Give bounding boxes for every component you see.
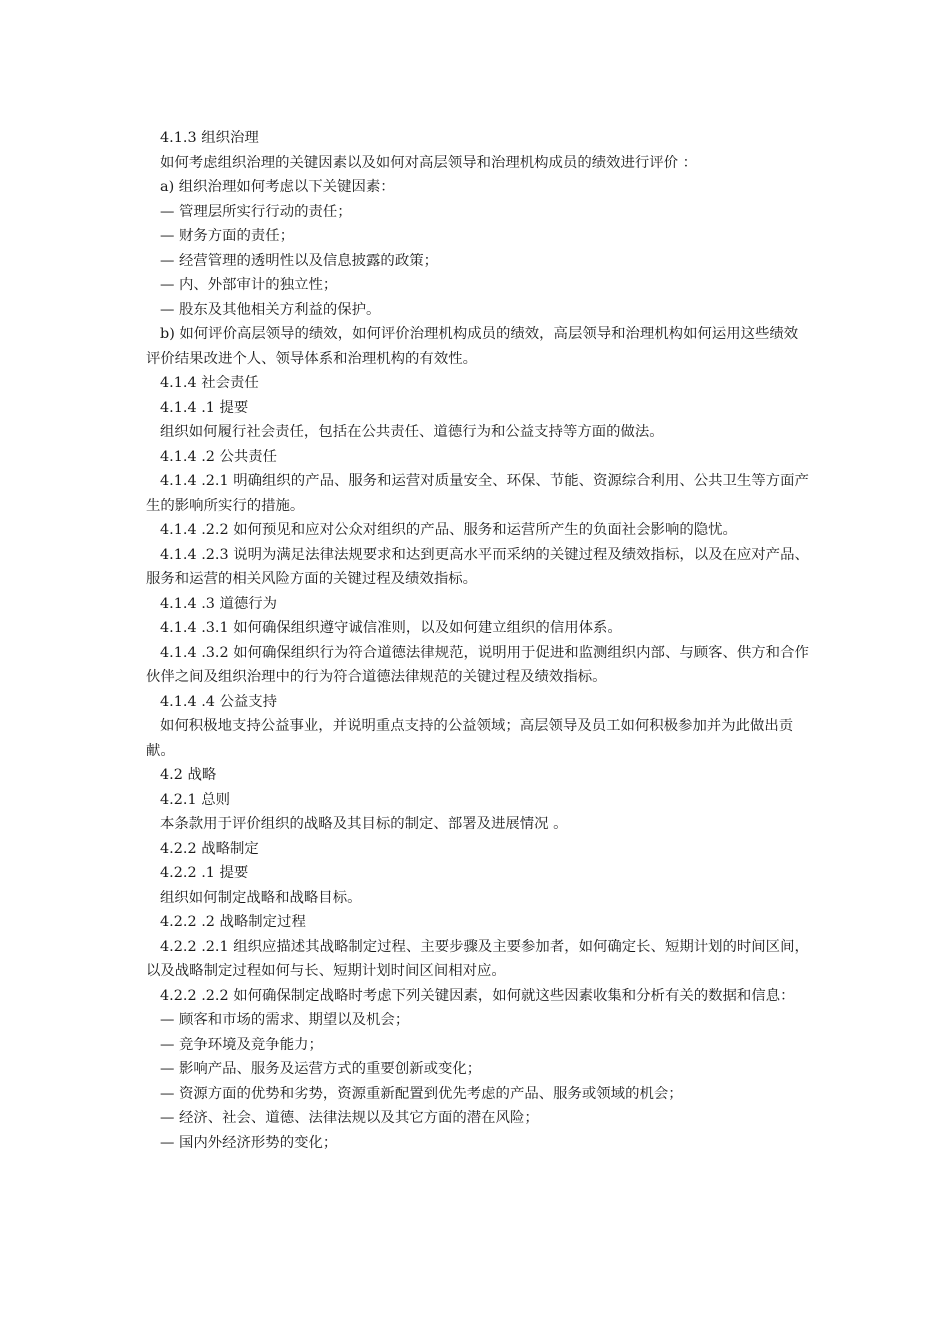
heading-4-2-2-1: 4.2.2 .1 提要 — [160, 865, 249, 881]
heading-4-1-4-1: 4.1.4 .1 提要 — [160, 399, 249, 416]
heading-4-2-2-2: 4.2.2 .2 战略制定过程 — [160, 914, 306, 930]
heading-4-1-4-3: 4.1.4 .3 道德行为 — [160, 595, 278, 612]
paragraph: 如何积极地支持公益事业，并说明重点支持的公益领域；高层领导及员工如何积极参加并为此做出贡献。 — [146, 718, 794, 759]
bullet-item: — 财务方面的责任； — [160, 228, 295, 244]
heading-4-2-2: 4.2.2 战略制定 — [160, 840, 259, 857]
bullet-item: — 股东及其他相关方利益的保护。 — [160, 301, 381, 318]
clause-4-2-2-2-2: 4.2.2 .2.2 如何确保制定战略时考虑下列关键因素，如何就这些因素收集和分析有关的数据和信息： — [160, 987, 795, 1004]
clause-4-1-4-2-3: 4.1.4 .2.3 说明为满足法律法规要求和达到更高水平而采纳的关键过程及绩效指标，以及在应对产品、服务和运营的相关风险方面的关键过程及绩效指标。 — [146, 546, 809, 587]
bullet-item: — 内、外部审计的独立性； — [160, 277, 338, 293]
heading-4-1-4-4: 4.1.4 .4 公益支持 — [160, 693, 278, 710]
list-item: b) 如何评价高层领导的绩效，如何评价治理机构成员的绩效，高层领导和治理机构如何运用这些绩效评价结果改进个人、领导体系和治理机构的有效性。 — [146, 326, 799, 367]
bullet-item: — 经济、社会、道德、法律法规以及其它方面的潜在风险； — [160, 1110, 539, 1126]
heading-4-1-3: 4.1.3 组织治理 — [160, 130, 259, 146]
paragraph: 如何考虑组织治理的关键因素以及如何对高层领导和治理机构成员的绩效进行评价 ： — [160, 154, 698, 171]
bullet-item: — 管理层所实行行动的责任； — [160, 203, 352, 220]
clause-4-1-4-3-1: 4.1.4 .3.1 如何确保组织遵守诚信准则，以及如何建立组织的信用体系。 — [160, 620, 622, 636]
bullet-item: — 经营管理的透明性以及信息披露的政策； — [160, 252, 438, 269]
bullet-item: — 资源方面的优势和劣势，资源重新配置到优先考虑的产品、服务或领域的机会； — [160, 1085, 683, 1102]
paragraph: 组织如何制定战略和战略目标。 — [160, 889, 362, 906]
document-body — [146, 126, 810, 1155]
list-item: a) 组织治理如何考虑以下关键因素： — [160, 179, 395, 195]
bullet-item: — 顾客和市场的需求、期望以及机会； — [160, 1012, 410, 1028]
bullet-item: — 国内外经济形势的变化； — [160, 1134, 338, 1151]
bullet-item: — 竞争环境及竞争能力； — [160, 1036, 323, 1053]
clause-4-2-2-2-1: 4.2.2 .2.1 组织应描述其战略制定过程、主要步骤及主要参加者，如何确定长、短期计划的时间区间，以及战略制定过程如何与长、短期计划时间区间相对应。 — [146, 938, 809, 979]
heading-4-2: 4.2 战略 — [160, 767, 217, 783]
heading-4-2-1: 4.2.1 总则 — [160, 791, 230, 808]
paragraph: 本条款用于评价组织的战略及其目标的制定、部署及进展情况 。 — [160, 816, 568, 832]
paragraph: 组织如何履行社会责任，包括在公共责任、道德行为和公益支持等方面的做法。 — [160, 424, 664, 440]
heading-4-1-4-2: 4.1.4 .2 公共责任 — [160, 448, 278, 465]
bullet-item: — 影响产品、服务及运营方式的重要创新或变化； — [160, 1061, 482, 1077]
clause-4-1-4-2-2: 4.1.4 .2.2 如何预见和应对公众对组织的产品、服务和运营所产生的负面社会影响的隐忧。 — [160, 522, 737, 538]
clause-4-1-4-3-2: 4.1.4 .3.2 如何确保组织行为符合道德法律规范，说明用于促进和监测组织内部、与顾客、供方和合作伙伴之间及组织治理中的行为符合道德法律规范的关键过程及绩效指标。 — [146, 644, 809, 685]
heading-4-1-4: 4.1.4 社会责任 — [160, 375, 259, 391]
clause-4-1-4-2-1: 4.1.4 .2.1 明确组织的产品、服务和运营对质量安全、环保、节能、资源综合利用、公共卫生等方面产生的影响所实行的措施。 — [146, 473, 809, 514]
